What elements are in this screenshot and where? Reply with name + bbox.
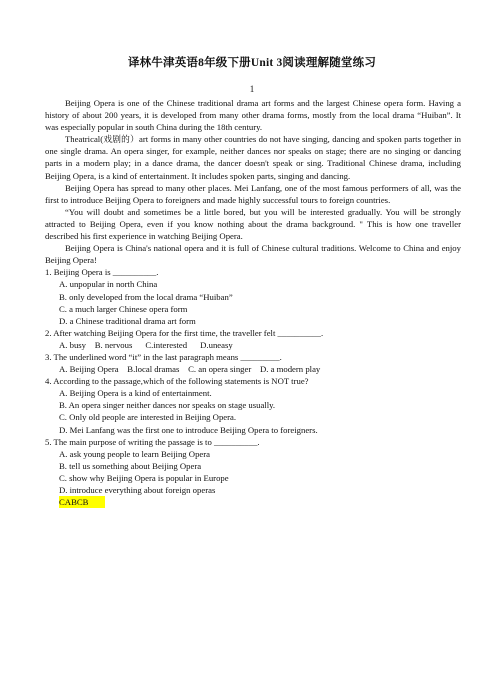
passage-paragraph: “You will doubt and sometimes be a little bored, but you will be interested gradually. You will be strongly attracted to Beijing Opera, even if you know nothing about the drama background. " This is how one traveller described his first experience in watching Beijing Opera.	[45, 206, 461, 242]
question-stem: 3. The underlined word “it” in the last paragraph means _________.	[45, 351, 282, 362]
answer-option: D. Mei Lanfang was the first one to introduce Beijing Opera to foreigners.	[59, 424, 318, 435]
answer-option: A. ask young people to learn Beijing Opera	[59, 448, 211, 459]
answer-options-row: A. busy B. nervous C.interested D.uneasy	[59, 339, 233, 350]
question-stem: 2. After watching Beijing Opera for the first time, the traveller felt __________.	[45, 327, 324, 338]
question-stem: 1. Beijing Opera is __________.	[45, 267, 159, 278]
question-stem: 5. The main purpose of writing the passage is to __________.	[45, 436, 260, 447]
answer-option: C. a much larger Chinese opera form	[59, 303, 188, 314]
question-3	[45, 351, 461, 375]
answer-option: A. unpopular in north China	[59, 279, 158, 290]
question-2	[45, 327, 461, 351]
answer-option: A. Beijing Opera is a kind of entertainment.	[59, 388, 212, 399]
question-5	[45, 436, 461, 496]
answer-option: D. a Chinese traditional drama art form	[59, 315, 196, 326]
document-body	[45, 97, 461, 508]
passage-number: 1	[249, 84, 255, 94]
answer-option: D. introduce everything about foreign operas	[59, 485, 216, 495]
answer-option: B. only developed from the local drama “Huiban”	[59, 291, 233, 302]
question-4	[45, 375, 461, 435]
question-stem: 4. According to the passage,which of the following statements is NOT true?	[45, 376, 309, 387]
answer-option: C. show why Beijing Opera is popular in Europe	[59, 472, 229, 483]
passage-paragraph: Theatrical(戏剧的）art forms in many other countries do not have singing, dancing and spoken parts together in one single drama. An opera singer, for example, neither dances nor speaks on stage; there are no singing or dancing parts in a modern play; in a dance drama, the dancer doesn't speak or sing. Traditional Chinese drama, including Beijing Opera, is a kind of entertainment. It includes spoken parts, singing and dancing.	[45, 134, 461, 181]
passage-paragraph: Beijing Opera is China's national opera and it is full of Chinese cultural traditions. Welcome to China and enjoy Beijing Opera!	[45, 243, 461, 266]
answer-key: CABCB	[59, 496, 105, 508]
passage-paragraph: Beijing Opera has spread to many other places. Mei Lanfang, one of the most famous performers of all, was the first to introduce Beijing Opera to foreigners and made highly successful tours to foreign countries.	[45, 182, 461, 205]
answer-option: B. tell us something about Beijing Opera	[59, 460, 202, 471]
passage-paragraph: Beijing Opera is one of the Chinese traditional drama art forms and the largest Chinese opera form. Having a history of about 200 years, it is developed from many other drama forms, mostly from the local drama “Huiban”. It was especially popular in south China during the 18th century.	[45, 98, 461, 133]
answer-option: C. Only old people are interested in Beijing Opera.	[59, 412, 237, 423]
answer-options-row: A. Beijing Opera B.local dramas C. an opera singer D. a modern play	[59, 364, 321, 375]
document-title: 译林牛津英语8年级下册Unit 3阅读理解随堂练习	[127, 57, 377, 69]
answer-option: B. An opera singer neither dances nor speaks on stage usually.	[59, 400, 276, 411]
question-1	[45, 266, 461, 326]
